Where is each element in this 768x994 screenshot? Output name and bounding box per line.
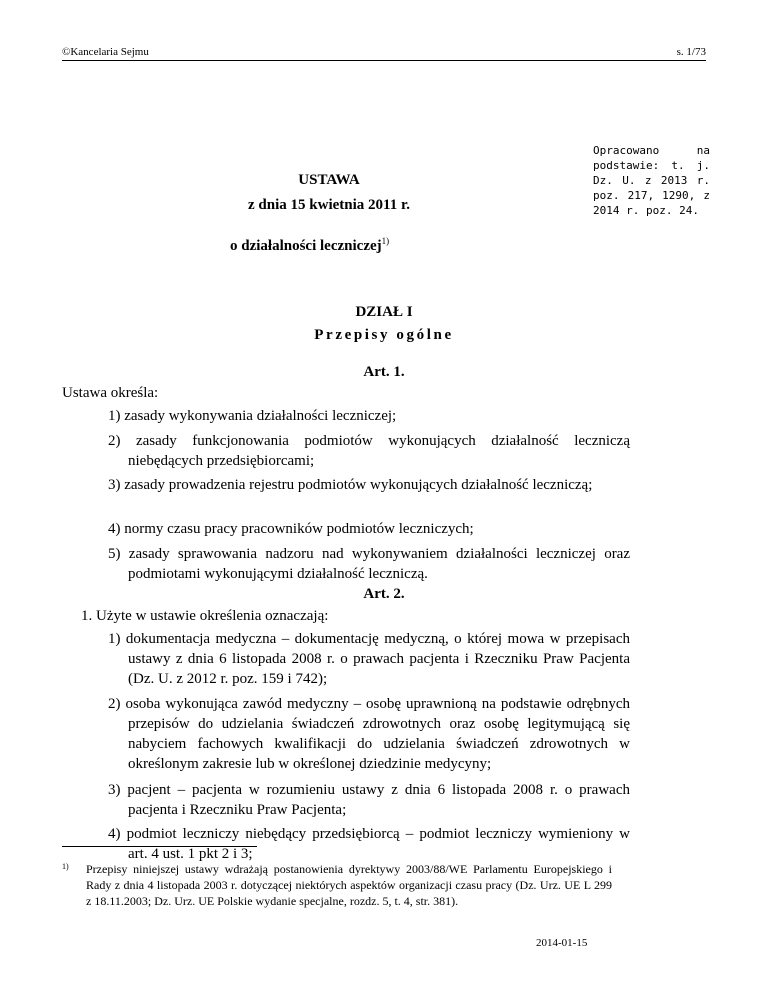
list-item: 3) zasady prowadzenia rejestru podmiotów wykonujących działalność leczniczą; bbox=[108, 477, 593, 493]
article-1-heading: Art. 1. bbox=[363, 364, 405, 380]
header-left: ©Kancelaria Sejmu bbox=[62, 46, 149, 58]
article-2-heading: Art. 2. bbox=[363, 586, 405, 602]
list-item: 4) normy czasu pracy pracowników podmiotów leczniczych; bbox=[108, 521, 474, 537]
list-item: 1) zasady wykonywania działalności leczniczej; bbox=[108, 408, 397, 424]
footnote-rule bbox=[62, 846, 257, 847]
act-title: USTAWA bbox=[298, 172, 360, 188]
act-subject bbox=[230, 236, 389, 255]
list-item: 3) pacjent – pacjenta w rozumieniu ustawy z dnia 6 listopada 2008 r. o prawach pacjenta i Rzeczniku Praw Pacjenta; bbox=[108, 782, 630, 818]
list-item: 2) osoba wykonująca zawód medyczny – osobę uprawnioną na podstawie odrębnych przepisów do udzielania świadczeń zdrowotnych oraz osobę legitymującą się nabyciem fachowych kwalifikacji do udzielania świadczeń zdrowotnych w określonym zakresie lub w określonej dziedzinie medycyny; bbox=[108, 696, 630, 772]
footnote-text: Przepisy niniejszej ustawy wdrażają postanowienia dyrektywy 2003/88/WE Parlamentu Europejskiego i Rady z dnia 4 listopada 2003 r. dotyczącej niektórych aspektów organizacji czasu pracy (Dz. Urz. UE L 299 z 18.11.2003; Dz. Urz. UE Polskie wydanie specjalne, rozdz. 5, t. 4, str. 381). bbox=[86, 862, 612, 908]
act-date: z dnia 15 kwietnia 2011 r. bbox=[248, 197, 410, 213]
division-name: Przepisy ogólne bbox=[314, 327, 454, 343]
division-label: DZIAŁ I bbox=[355, 304, 413, 320]
list-item: 5) zasady sprawowania nadzoru nad wykonywaniem działalności leczniczej oraz podmiotami wykonującymi działalność leczniczą. bbox=[108, 546, 630, 582]
article-1-intro: Ustawa określa: bbox=[62, 385, 159, 401]
header-rule bbox=[62, 60, 706, 61]
list-item: 1) dokumentacja medyczna – dokumentację medyczną, o której mowa w przepisach ustawy z dnia 6 listopada 2008 r. o prawach pacjenta i Rzeczniku Praw Pacjenta (Dz. U. z 2012 r. poz. 159 i 742); bbox=[108, 631, 630, 687]
list-item: 2) zasady funkcjonowania podmiotów wykonujących działalność leczniczą niebędących przedsiębiorcami; bbox=[108, 433, 630, 469]
article-2-intro: 1. Użyte w ustawie określenia oznaczają: bbox=[81, 608, 329, 624]
footnote-ref[interactable]: 1) bbox=[381, 236, 390, 246]
footnote-mark: 1) bbox=[62, 862, 69, 871]
source-note: Opracowano na podstawie: t. j. Dz. U. z 2013 r. poz. 217, 1290, z 2014 r. poz. 24. bbox=[593, 144, 710, 217]
act-subject-text: o działalności leczniczej bbox=[230, 238, 382, 254]
list-item: 4) podmiot leczniczy niebędący przedsiębiorcą – podmiot leczniczy wymieniony w art. 4 ust. 1 pkt 2 i 3; bbox=[108, 826, 630, 862]
page-number: s. 1/73 bbox=[676, 46, 706, 58]
document-date: 2014-01-15 bbox=[536, 937, 588, 949]
